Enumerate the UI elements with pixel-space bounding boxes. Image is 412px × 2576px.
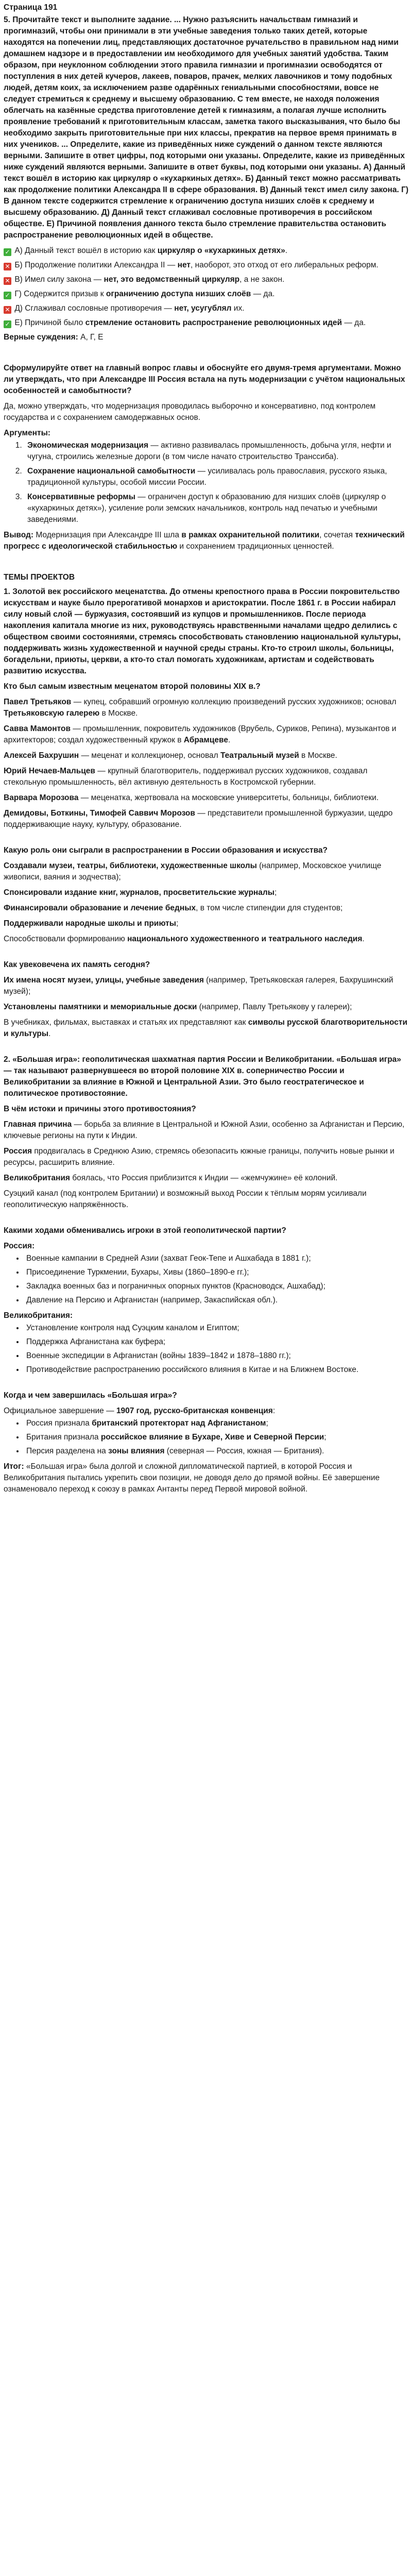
end-summary: Официальное завершение — 1907 год, русско-британская конвенция: [4,1406,276,1415]
topic-2-intro: 2. «Большая игра»: геополитическая шахматная партия России и Великобритании. «Большая игра» — так называют развернувшееся во второй половине XIX в. соперничество России и Великобритании за влияние в Южной и Центральной Азии. Это было геостратегическое и политическое противостояние. [4,1055,401,1098]
list-item: Создавали музеи, театры, библиотеки, художественные школы (например, Московское училище живописи, ваяния и зодчества); [4,861,382,882]
arguments-list [4,440,408,526]
list-item: • Давление на Персию и Афганистан (например, Закаспийская обл.). [24,1295,408,1306]
answers-list [4,245,408,329]
russia-label: Россия: [4,1242,35,1250]
russia-moves-list [4,1253,408,1306]
cross-mark-icon: ✕ [4,263,11,270]
patrons-list [4,697,408,831]
list-item: • Персия разделена на зоны влияния (северная — Россия, южная — Британия). [24,1446,408,1457]
verdict: Верные суждения: А, Г, Е [4,333,104,342]
list-item: Юрий Нечаев-Мальцев — крупный благотворитель, поддерживал русских художников, создавал стекольную промышленность, вёл активную деятельность в Костромской губернии. [4,767,368,787]
list-item: Павел Третьяков — купец, собравший огромную коллекцию произведений русских художников; основал Третьяковскую галерею в Москве. [4,698,397,718]
list-item: Спонсировали издание книг, журналов, просветительские журналы; [4,888,277,897]
answer-row: ✓ Г) Содержится призыв к ограничению доступа низших слоёв — да. [4,289,408,300]
answer-row: ✓ Е) Причиной было стремление остановить распространение революционных идей — да. [4,317,408,329]
topic-1-question-3: Как увековечена их память сегодня? [4,960,150,969]
list-item: В учебниках, фильмах, выставках и статьях их представляют как символы русской благотворительности и культуры. [4,1018,408,1038]
list-item: • Россия признала британский протекторат над Афганистаном; [24,1418,408,1429]
topic-2-question-3: Когда и чем завершилась «Большая игра»? [4,1391,177,1400]
list-item: • Присоединение Туркмении, Бухары, Хивы (1860–1890-е гг.); [24,1267,408,1278]
topics-heading: ТЕМЫ ПРОЕКТОВ [4,573,75,582]
topic-2-question-2: Какими ходами обменивались игроки в этой геополитической партии? [4,1226,286,1235]
britain-label: Великобритания: [4,1311,73,1320]
list-item: Россия продвигалась в Среднюю Азию, стремясь обезопасить южные границы, получить новые рынки и ресурсы, расширить влияние. [4,1147,394,1167]
topic-1-intro: 1. Золотой век российского меценатства. До отмены крепостного права в России покровительство искусствам и науке было прерогативой монархов и аристократии. После 1861 г. в России набирал силу новый слой — буржуазия, состоявший из купцов и промышленников. После периода накопления капитала многие из них, руководствуясь нравственными началами щедро делились с обществом своими состояниями, стремясь способствовать становлению национальной культуры, поддерживать жизнь художественной и научной среды страны. Кто-то строил школы, больницы, богадельни, приюты, церкви, а кто-то стал помогать художникам, артистам и содействовать развитию искусства. [4,587,401,675]
list-item: Их имена носят музеи, улицы, учебные заведения (например, Третьяковская галерея, Бахрушинский музей); [4,976,393,996]
topic-1-question-2: Какую роль они сыграли в распространении в России образования и искусства? [4,846,328,855]
list-item: • Военные кампании в Средней Азии (захват Геок-Тепе и Ашхабада в 1881 г.); [24,1253,408,1264]
list-item: 2. Сохранение национальной самобытности — усиливалась роль православия, русского языка, традиционной культуры, особой миссии России. [24,466,408,488]
list-item: Алексей Бахрушин — меценат и коллекционер, основал Театральный музей в Москве. [4,751,337,760]
arguments-label: Аргументы: [4,429,50,437]
list-item: 1. Экономическая модернизация — активно развивалась промышленность, добыча угля, нефти и чугуна, строились железные дороги (в том числе начато строительство Транссиба). [24,440,408,463]
task-intro: 5. Прочитайте текст и выполните задание. ... Нужно разъяснить начальствам гимназий и прогимназий, чтобы они принимали в эти учебные заведения только таких детей, которые находятся на попечении лиц, представляющих достаточное ручательство в правильном над ними домашнем надзоре и в предоставлении им необходимого для учебных занятий удобства. Таким образом, при неуклонном соблюдении этого правила гимназии и прогимназии освободятся от поступления в них детей кучеров, лакеев, поваров, прачек, мелких лавочников и тому подобных людей, детям коих, за исключением разве одарённых гениальными способностями, вовсе не следует стремиться к среднему и высшему образованию. С тем вместе, не находя положения облегчать на казённые средства приготовление детей к гимназиям, а полагая лучше исполнить проявление требований к приготовительным классам, заметка такого высказывания, что было бы необходимо закрыть приготовительные при них классы, прекратив на первое время принимать в них учеников. ... Определите, какие из приведённых ниже суждений о данном тексте являются верными. Запишите в ответ цифры, под которыми они указаны. [4,15,401,160]
answer-row: ✕ В) Имел силу закона — нет, это ведомственный циркуляр, а не закон. [4,274,408,285]
list-item: Великобритания боялась, что Россия приблизится к Индии — «жемчужине» её колоний. [4,1174,338,1182]
suez-note: Суэцкий канал (под контролем Британии) и возможный выход России к тёплым морям усиливали геополитическую напряжённость. [4,1189,367,1209]
cross-mark-icon: ✕ [4,306,11,314]
task-statements: Определите, какие из приведённых ниже суждений являются верными. Запишите в ответ буквы, под которыми они указаны. А) Данный текст вошёл в историю как циркуляр о «кухаркиных детях». Б) Данный текст можно рассматривать как продолжение политики Александра II в сфере образования. В) Данный текст имел силу закона. Г) В данном тексте содержится стремление к ограничению доступа низших слоёв к среднему и высшему образованию. Д) Данный текст сглаживал сословные противоречия в российском обществе. Е) Причиной появления данного текста было стремление правительства остановить распространение революционных идей в обществе. [4,151,409,240]
topic-2-question-1: В чём истоки и причины этого противостояния? [4,1105,196,1113]
list-item: • Военные экспедиции в Афганистан (войны 1839–1842 и 1878–1880 гг.); [24,1350,408,1362]
list-item: Поддерживали народные школы и приюты; [4,919,179,928]
list-item: • Британия признала российское влияние в Бухаре, Хиве и Северной Персии; [24,1432,408,1443]
check-mark-icon: ✓ [4,320,11,328]
list-item: Установлены памятники и мемориальные доски (например, Павлу Третьякову у галереи); [4,1003,352,1011]
list-item: Варвара Морозова — меценатка, жертвовала на московские университеты, больницы, библиотеки. [4,793,379,802]
memory-list [4,975,408,1040]
answer-row: ✕ Б) Продолжение политики Александра II — нет, наоборот, это отход от его либеральных реформ. [4,260,408,271]
list-item: Демидовы, Боткины, Тимофей Саввич Морозов — представители промышленной буржуазии, щедро поддерживающие науку, культуру, образование. [4,809,393,829]
answer-row: ✕ Д) Сглаживал сословные противоречия — нет, усугублял их. [4,303,408,314]
essay-question: Сформулируйте ответ на главный вопрос главы и обоснуйте его двумя-тремя аргументами. Можно ли утверждать, что при Александре III Россия встала на путь модернизации с учётом национальных особенностей и самобытности? [4,364,405,395]
page-title: Страница 191 [4,3,58,12]
roles-list [4,860,408,945]
list-item: • Закладка военных баз и пограничных опорных пунктов (Красноводск, Ашхабад); [24,1281,408,1292]
list-item: Савва Мамонтов — промышленник, покровитель художников (Врубель, Суриков, Репина), музыкантов и архитекторов; создал художественный кружок в Абрамцеве. [4,724,397,744]
check-mark-icon: ✓ [4,248,11,256]
end-items-list [4,1418,408,1457]
list-item: • Поддержка Афганистана как буфера; [24,1336,408,1348]
list-item: Финансировали образование и лечение бедных, в том числе стипендии для студентов; [4,904,343,912]
final-conclusion: Итог: «Большая игра» была долгой и сложной дипломатической партией, в которой Россия и Великобритания пытались укрепить свои позиции, не доводя дело до прямой войны. Её завершение ознаменовало переход к союзу в рамках Антанты перед Первой мировой войной. [4,1462,380,1494]
task-text [4,14,408,241]
list-item: 3. Консервативные реформы — ограничен доступ к образованию для низших слоёв (циркуляр о «кухаркиных детях»), усиление роли земских начальников, контроль над печатью и учебными заведениями. [24,492,408,526]
britain-moves-list [4,1323,408,1376]
list-item: • Установление контроля над Суэцким каналом и Египтом; [24,1323,408,1334]
cross-mark-icon: ✕ [4,277,11,285]
list-item: Способствовали формированию национального художественного и театрального наследия. [4,935,365,943]
list-item: • Противодействие распространению российского влияния в Китае и на Ближнем Востоке. [24,1364,408,1376]
topic-1-question-1: Кто был самым известным меценатом второй половины XIX в.? [4,682,261,691]
essay-answer: Да, можно утверждать, что модернизация проводилась выборочно и консервативно, под контролем государства и с сохранением самодержавных основ. [4,402,376,422]
list-item: Главная причина — борьба за влияние в Центральной и Южной Азии, особенно за Афганистан и Персию, ключевые регионы на пути к Индии. [4,1120,405,1140]
causes-list [4,1119,408,1184]
answer-row: ✓ А) Данный текст вошёл в историю как циркуляр о «кухаркиных детях». [4,245,408,257]
essay-conclusion: Вывод: Модернизация при Александре III шла в рамках охранительной политики, сочетая технический прогресс с идеологической стабильностью и сохранением традиционных ценностей. [4,531,405,551]
check-mark-icon: ✓ [4,292,11,299]
